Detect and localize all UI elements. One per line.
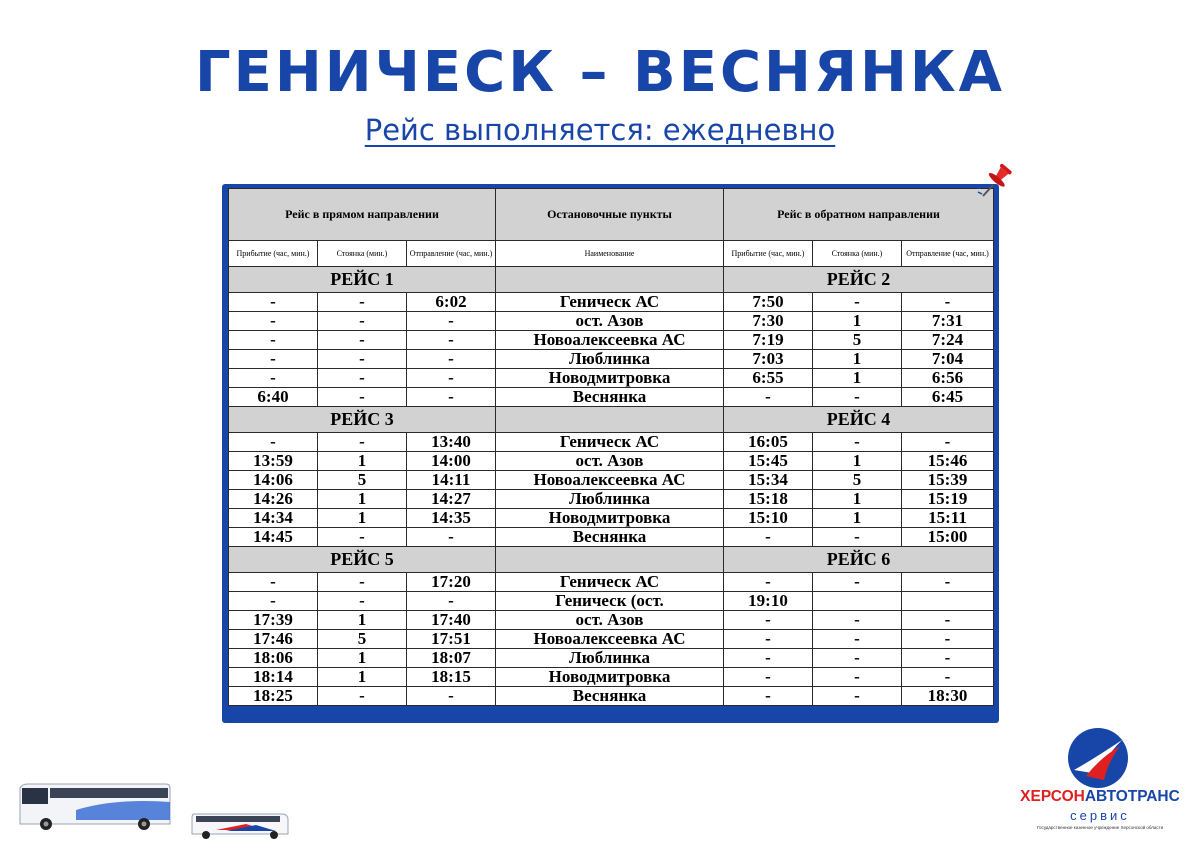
company-logo-mark	[1066, 726, 1130, 790]
return-arrival-cell: -	[724, 687, 813, 706]
return-arrival-cell: 19:10	[724, 592, 813, 611]
return-departure-cell: 15:00	[902, 528, 994, 547]
trip-spacer	[496, 267, 724, 293]
group-header-row	[229, 189, 994, 241]
return-arrival-cell: 15:18	[724, 490, 813, 509]
company-name-part2: АВТОТРАНС	[1084, 788, 1180, 805]
forward-arrival-cell: 14:06	[229, 471, 318, 490]
return-stop-cell: -	[813, 687, 902, 706]
return-departure-cell: -	[902, 433, 994, 452]
forward-departure-cell: -	[407, 369, 496, 388]
return-stop-cell: 1	[813, 369, 902, 388]
forward-departure-cell: 13:40	[407, 433, 496, 452]
stops-header: Остановочные пункты	[496, 189, 724, 241]
return-stop-cell: 1	[813, 452, 902, 471]
forward-departure-cell: 17:40	[407, 611, 496, 630]
column-header-row	[229, 241, 994, 267]
table-row	[229, 668, 994, 687]
company-service-label: сервис	[1070, 808, 1130, 823]
stop-name-cell: Геническ АС	[496, 433, 724, 452]
forward-arrival-cell: 14:26	[229, 490, 318, 509]
forward-stop-cell: -	[318, 331, 407, 350]
stop-name-cell: Люблинка	[496, 490, 724, 509]
forward-departure-cell: -	[407, 528, 496, 547]
forward-departure-cell: 14:27	[407, 490, 496, 509]
stop-name-cell: Геническ АС	[496, 293, 724, 312]
forward-arrival-cell: 14:45	[229, 528, 318, 547]
table-row	[229, 312, 994, 331]
return-stop-header: Стоянка (мин.)	[813, 241, 902, 267]
bus-illustration	[16, 780, 306, 840]
forward-arrival-cell: 18:25	[229, 687, 318, 706]
forward-arrival-cell: 13:59	[229, 452, 318, 471]
return-departure-header: Отправление (час, мин.)	[902, 241, 994, 267]
bus-large	[20, 784, 170, 830]
return-arrival-cell: 7:30	[724, 312, 813, 331]
forward-arrival-cell: 17:39	[229, 611, 318, 630]
company-name	[1010, 788, 1190, 806]
return-stop-cell: -	[813, 611, 902, 630]
return-arrival-cell: -	[724, 668, 813, 687]
forward-trip-label: РЕЙС 1	[229, 267, 496, 293]
forward-departure-cell: 17:20	[407, 573, 496, 592]
forward-stop-cell: 5	[318, 630, 407, 649]
company-tagline: Государственное казенное учреждение Херсонской области	[1036, 825, 1164, 830]
return-departure-cell: -	[902, 630, 994, 649]
forward-arrival-cell: -	[229, 573, 318, 592]
table-row	[229, 649, 994, 668]
table-row	[229, 611, 994, 630]
return-arrival-cell: 15:34	[724, 471, 813, 490]
return-stop-cell: 1	[813, 490, 902, 509]
return-stop-cell: -	[813, 293, 902, 312]
schedule-frequency	[0, 113, 1200, 147]
table-row	[229, 293, 994, 312]
stop-name-cell: ост. Азов	[496, 452, 724, 471]
forward-stop-cell: -	[318, 528, 407, 547]
return-arrival-cell: -	[724, 611, 813, 630]
forward-departure-cell: 18:07	[407, 649, 496, 668]
forward-arrival-cell: 14:34	[229, 509, 318, 528]
forward-departure-cell: -	[407, 592, 496, 611]
forward-stop-cell: 1	[318, 490, 407, 509]
table-row	[229, 350, 994, 369]
forward-departure-cell: 6:02	[407, 293, 496, 312]
table-row	[229, 528, 994, 547]
forward-arrival-cell: 17:46	[229, 630, 318, 649]
forward-stop-cell: -	[318, 369, 407, 388]
return-arrival-header: Прибытие (час, мин.)	[724, 241, 813, 267]
stop-name-cell: Геническ АС	[496, 573, 724, 592]
return-departure-cell	[902, 592, 994, 611]
forward-departure-cell: -	[407, 350, 496, 369]
return-arrival-cell: 6:55	[724, 369, 813, 388]
return-stop-cell: 1	[813, 312, 902, 331]
forward-departure-cell: -	[407, 388, 496, 407]
return-stop-cell: 5	[813, 471, 902, 490]
forward-departure-cell: -	[407, 312, 496, 331]
stop-name-cell: Люблинка	[496, 350, 724, 369]
return-trip-label: РЕЙС 4	[724, 407, 994, 433]
table-row	[229, 573, 994, 592]
forward-arrival-cell: 18:14	[229, 668, 318, 687]
return-departure-cell: 7:04	[902, 350, 994, 369]
forward-stop-cell: -	[318, 573, 407, 592]
stop-name-cell: Новоалексеевка АС	[496, 331, 724, 350]
return-arrival-cell: -	[724, 630, 813, 649]
return-arrival-cell: -	[724, 573, 813, 592]
return-arrival-cell: -	[724, 388, 813, 407]
table-row	[229, 369, 994, 388]
trip-header-row	[229, 407, 994, 433]
forward-stop-cell: 1	[318, 452, 407, 471]
return-departure-cell: 6:56	[902, 369, 994, 388]
return-stop-cell: -	[813, 668, 902, 687]
forward-stop-cell: 5	[318, 471, 407, 490]
return-trip-label: РЕЙС 6	[724, 547, 994, 573]
forward-direction-header: Рейс в прямом направлении	[229, 189, 496, 241]
return-departure-cell: 15:46	[902, 452, 994, 471]
return-stop-cell: -	[813, 388, 902, 407]
return-departure-cell: 7:24	[902, 331, 994, 350]
stop-name-cell: Люблинка	[496, 649, 724, 668]
stop-name-cell: Веснянка	[496, 528, 724, 547]
table-row	[229, 490, 994, 509]
return-departure-cell: -	[902, 649, 994, 668]
timetable	[228, 188, 994, 706]
return-departure-cell: -	[902, 573, 994, 592]
forward-arrival-cell: -	[229, 592, 318, 611]
forward-arrival-cell: -	[229, 293, 318, 312]
return-departure-cell: -	[902, 293, 994, 312]
forward-departure-cell: -	[407, 331, 496, 350]
return-stop-cell: -	[813, 630, 902, 649]
stop-name-cell: Новодмитровка	[496, 668, 724, 687]
return-departure-cell: 6:45	[902, 388, 994, 407]
forward-departure-cell: 14:11	[407, 471, 496, 490]
forward-stop-cell: 1	[318, 668, 407, 687]
forward-arrival-cell: -	[229, 433, 318, 452]
stop-name-cell: Новодмитровка	[496, 369, 724, 388]
return-departure-cell: 15:11	[902, 509, 994, 528]
table-row	[229, 331, 994, 350]
forward-arrival-cell: -	[229, 350, 318, 369]
forward-stop-cell: -	[318, 350, 407, 369]
forward-departure-cell: -	[407, 687, 496, 706]
forward-stop-cell: -	[318, 433, 407, 452]
company-logo	[1010, 726, 1190, 836]
forward-stop-cell: 1	[318, 509, 407, 528]
table-row	[229, 433, 994, 452]
forward-departure-cell: 17:51	[407, 630, 496, 649]
return-arrival-cell: 15:45	[724, 452, 813, 471]
return-stop-cell: -	[813, 528, 902, 547]
return-arrival-cell: 7:50	[724, 293, 813, 312]
return-departure-cell: 15:19	[902, 490, 994, 509]
forward-arrival-cell: -	[229, 312, 318, 331]
table-row	[229, 388, 994, 407]
forward-arrival-cell: -	[229, 331, 318, 350]
stop-name-cell: Геническ (ост.	[496, 592, 724, 611]
forward-stop-cell: -	[318, 293, 407, 312]
forward-stop-cell: 1	[318, 611, 407, 630]
stop-name-cell: Веснянка	[496, 388, 724, 407]
trip-header-row	[229, 547, 994, 573]
table-row	[229, 630, 994, 649]
trip-header-row	[229, 267, 994, 293]
forward-arrival-cell: 18:06	[229, 649, 318, 668]
forward-departure-header: Отправление (час, мин.)	[407, 241, 496, 267]
stop-name-cell: Новоалексеевка АС	[496, 471, 724, 490]
return-stop-cell: -	[813, 573, 902, 592]
forward-stop-header: Стоянка (мин.)	[318, 241, 407, 267]
table-row	[229, 592, 994, 611]
forward-arrival-cell: -	[229, 369, 318, 388]
return-departure-cell: 15:39	[902, 471, 994, 490]
return-arrival-cell: 7:19	[724, 331, 813, 350]
bus-small	[192, 814, 288, 839]
return-departure-cell: 18:30	[902, 687, 994, 706]
return-stop-cell: 1	[813, 509, 902, 528]
forward-arrival-cell: 6:40	[229, 388, 318, 407]
return-arrival-cell: 16:05	[724, 433, 813, 452]
stop-name-cell: Веснянка	[496, 687, 724, 706]
return-stop-cell: 5	[813, 331, 902, 350]
forward-trip-label: РЕЙС 3	[229, 407, 496, 433]
stop-name-cell: ост. Азов	[496, 312, 724, 331]
return-departure-cell: 7:31	[902, 312, 994, 331]
return-departure-cell: -	[902, 668, 994, 687]
return-stop-cell	[813, 592, 902, 611]
stop-name-header: Наименование	[496, 241, 724, 267]
forward-stop-cell: -	[318, 687, 407, 706]
forward-departure-cell: 14:00	[407, 452, 496, 471]
forward-stop-cell: -	[318, 388, 407, 407]
trip-spacer	[496, 547, 724, 573]
page-title: ГЕНИЧЕСК – ВЕСНЯНКА	[194, 40, 1006, 105]
forward-stop-cell: 1	[318, 649, 407, 668]
return-direction-header: Рейс в обратном направлении	[724, 189, 994, 241]
schedule-frequency-text: Рейс выполняется: ежедневно	[364, 113, 836, 147]
return-departure-cell: -	[902, 611, 994, 630]
stop-name-cell: ост. Азов	[496, 611, 724, 630]
return-trip-label: РЕЙС 2	[724, 267, 994, 293]
table-row	[229, 687, 994, 706]
forward-stop-cell: -	[318, 592, 407, 611]
stop-name-cell: Новодмитровка	[496, 509, 724, 528]
return-arrival-cell: -	[724, 649, 813, 668]
table-row	[229, 452, 994, 471]
return-stop-cell: -	[813, 649, 902, 668]
company-name-part1: ХЕРСОН	[1020, 788, 1085, 805]
return-stop-cell: -	[813, 433, 902, 452]
forward-arrival-header: Прибытие (час, мин.)	[229, 241, 318, 267]
pushpin-icon	[974, 158, 1020, 204]
return-arrival-cell: 15:10	[724, 509, 813, 528]
return-arrival-cell: -	[724, 528, 813, 547]
table-row	[229, 471, 994, 490]
table-row	[229, 509, 994, 528]
forward-trip-label: РЕЙС 5	[229, 547, 496, 573]
return-arrival-cell: 7:03	[724, 350, 813, 369]
forward-departure-cell: 18:15	[407, 668, 496, 687]
forward-departure-cell: 14:35	[407, 509, 496, 528]
forward-stop-cell: -	[318, 312, 407, 331]
stop-name-cell: Новоалексеевка АС	[496, 630, 724, 649]
trip-spacer	[496, 407, 724, 433]
return-stop-cell: 1	[813, 350, 902, 369]
